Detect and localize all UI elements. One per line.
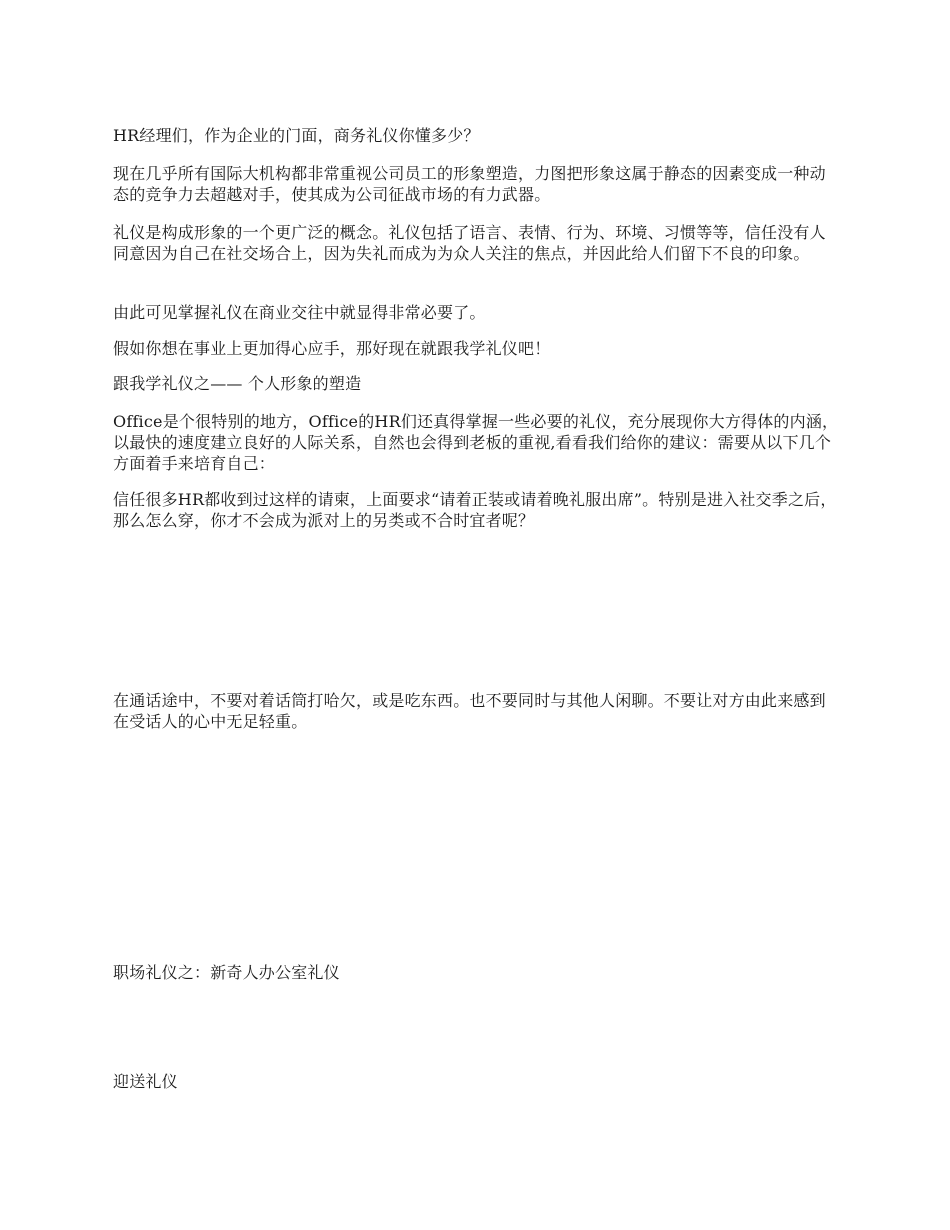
paragraph-dress-code: 信任很多HR都收到过这样的请柬，上面要求“请着正装或请着晚礼服出席”。特别是进入社交季之后，那么怎么穿，你才不会成为派对上的另类或不合时宜者呢？ bbox=[113, 490, 837, 530]
section-heading-personal-image: 跟我学礼仪之—— 个人形象的塑造 bbox=[113, 374, 362, 393]
intro-question: HR经理们，作为企业的门面，商务礼仪你懂多少？ bbox=[113, 126, 480, 145]
section-heading-office-etiquette: 职场礼仪之：新奇人办公室礼仪 bbox=[113, 963, 340, 982]
paragraph-etiquette-concept: 礼仪是构成形象的一个更广泛的概念。礼仪包括了语言、表情、行为、环境、习惯等等，信任没有人同意因为自己在社交场合上，因为失礼而成为为众人关注的焦点，并因此给人们留下不良的印象。 bbox=[113, 223, 826, 263]
paragraph-image-building: 现在几乎所有国际大机构都非常重视公司员工的形象塑造，力图把形象这属于静态的因素变成一种动态的竞争力去超越对手，使其成为公司征战市场的有力武器。 bbox=[113, 164, 826, 204]
paragraph-necessity: 由此可见掌握礼仪在商业交往中就显得非常必要了。 bbox=[113, 303, 486, 322]
paragraph-office-etiquette: Office是个很特别的地方，Office的HR们还真得掌握一些必要的礼仪，充分展现你大方得体的内涵，以最快的速度建立良好的人际关系，自然也会得到老板的重视,看看我们给你的建议：需要从以下几个方面着手来培育自己： bbox=[113, 412, 839, 473]
paragraph-phone-manners: 在通话途中，不要对着话筒打哈欠，或是吃东西。也不要同时与其他人闲聊。不要让对方由此来感到在受话人的心中无足轻重。 bbox=[113, 691, 826, 731]
section-heading-greeting-etiquette: 迎送礼仪 bbox=[113, 1072, 178, 1091]
paragraph-invitation: 假如你想在事业上更加得心应手，那好现在就跟我学礼仪吧！ bbox=[113, 339, 551, 358]
